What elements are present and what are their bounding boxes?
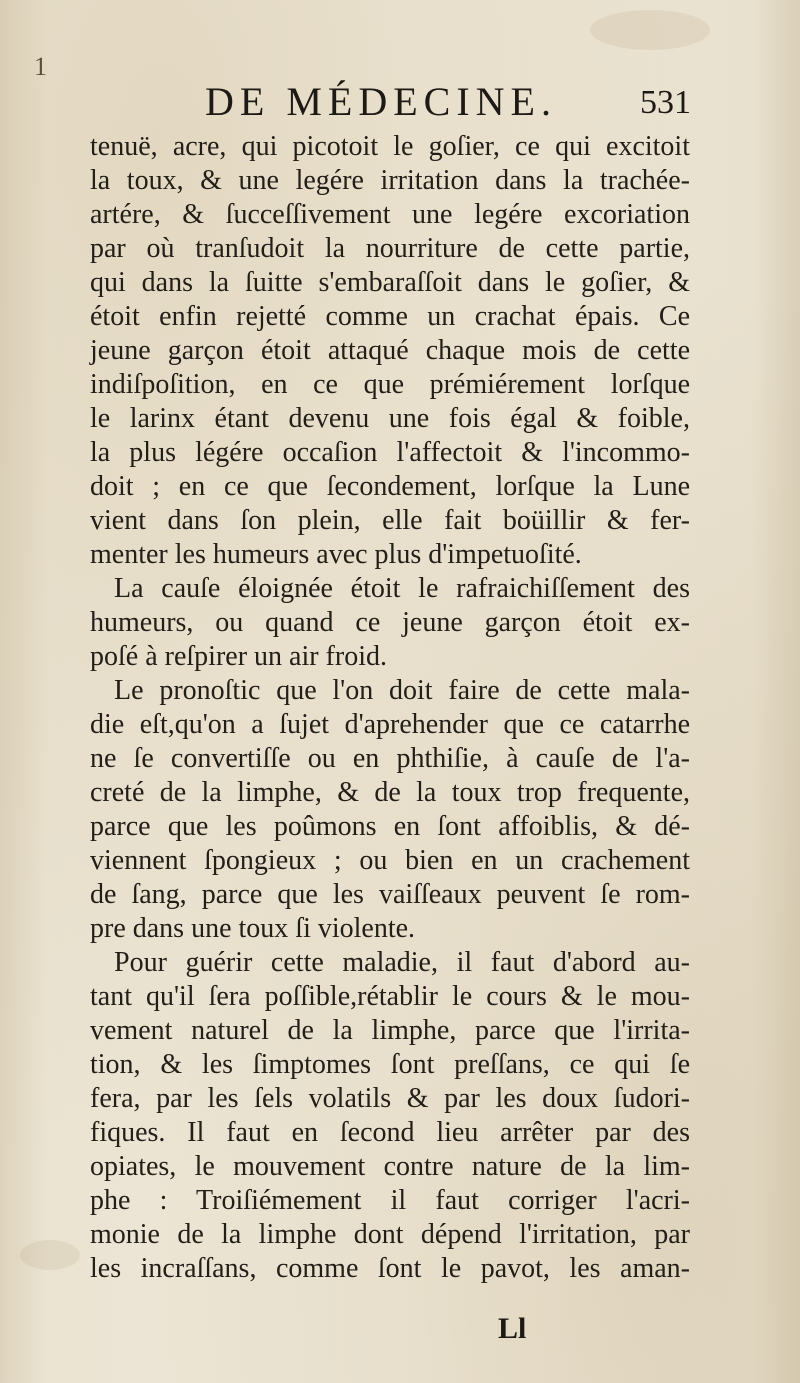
paragraph-first-line: La cauſe éloignée étoit le rafraichiſſement des xyxy=(114,573,690,604)
running-title: DE MÉDECINE. xyxy=(205,79,557,124)
text-line: die eſt,qu'on a ſujet d'aprehender que ce catarrhe xyxy=(90,709,690,740)
text-line: menter les humeurs avec plus d'impetuoſité. xyxy=(90,539,582,570)
text-line: artére, & ſucceſſivement une legére excoriation xyxy=(90,199,690,230)
body-text xyxy=(90,130,690,1286)
text-line: creté de la limphe, & de la toux trop frequente, xyxy=(90,777,690,808)
text-line: le larinx étant devenu une fois égal & foible, xyxy=(90,403,690,434)
text-line: de ſang, parce que les vaiſſeaux peuvent ſe rom- xyxy=(90,879,690,910)
text-line: pre dans une toux ſi violente. xyxy=(90,913,416,944)
paper-stain xyxy=(20,1240,80,1270)
text-line: humeurs, ou quand ce jeune garçon étoit ex- xyxy=(90,607,690,638)
page-header xyxy=(0,72,800,132)
text-line: tenuë, acre, qui picotoit le goſier, ce qui excitoit xyxy=(90,131,690,162)
text-line: opiates, le mouvement contre nature de la lim- xyxy=(90,1151,690,1182)
page-number: 531 xyxy=(640,84,691,121)
text-line: par où tranſudoit la nourriture de cette partie, xyxy=(90,233,690,264)
text-line: tant qu'il ſera poſſible,rétablir le cours & le mou- xyxy=(90,981,690,1012)
text-line: fera, par les ſels volatils & par les doux ſudori- xyxy=(90,1083,690,1114)
text-line: jeune garçon étoit attaqué chaque mois de cette xyxy=(90,335,690,366)
text-line: étoit enfin rejetté comme un crachat épais. Ce xyxy=(90,301,690,332)
text-line: la plus légére occaſion l'affectoit & l'incommo- xyxy=(90,437,690,468)
paragraph-first-line: Le pronoſtic que l'on doit faire de cette mala- xyxy=(114,675,690,706)
text-line: ne ſe convertiſſe ou en phthiſie, à cauſe de l'a- xyxy=(90,743,690,774)
text-line: la toux, & une legére irritation dans la trachée- xyxy=(90,165,690,196)
text-line: vement naturel de la limphe, parce que l'irrita- xyxy=(90,1015,690,1046)
text-line: doit ; en ce que ſecondement, lorſque la Lune xyxy=(90,471,690,502)
signature-mark: Ll xyxy=(498,1312,527,1345)
text-line: les incraſſans, comme ſont le pavot, les aman- xyxy=(90,1253,690,1284)
text-line: poſé à reſpirer un air froid. xyxy=(90,641,387,672)
text-line: fiques. Il faut en ſecond lieu arrêter par des xyxy=(90,1117,690,1148)
text-line: parce que les poûmons en ſont affoiblis, & dé- xyxy=(90,811,690,842)
paragraph-first-line: Pour guérir cette maladie, il faut d'abord au- xyxy=(114,947,690,978)
text-line: phe : Troiſiémement il faut corriger l'acri- xyxy=(90,1185,690,1216)
text-line: monie de la limphe dont dépend l'irritation, par xyxy=(90,1219,690,1250)
text-line: viennent ſpongieux ; ou bien en un crachement xyxy=(90,845,690,876)
text-line: qui dans la ſuitte s'embaraſſoit dans le goſier, & xyxy=(90,267,690,298)
paper-stain xyxy=(590,10,710,50)
text-line: tion, & les ſimptomes ſont preſſans, ce qui ſe xyxy=(90,1049,690,1080)
margin-mark: 1 xyxy=(34,52,47,81)
text-line: vient dans ſon plein, elle fait boüillir & fer- xyxy=(90,505,690,536)
text-line: indiſpoſition, en ce que prémiérement lorſque xyxy=(90,369,690,400)
